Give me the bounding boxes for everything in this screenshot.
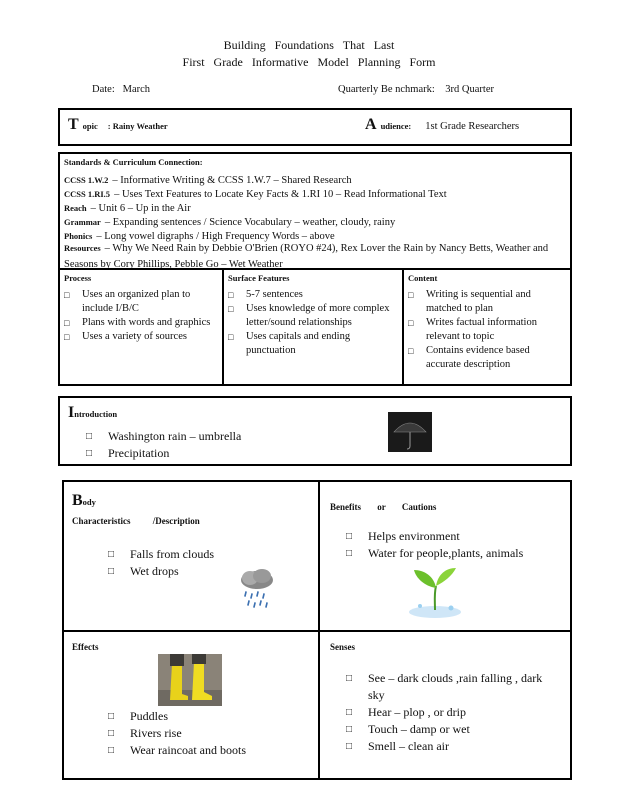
benchmark-value: 3rd Quarter [445,84,494,95]
standards-line-text: – Informative Writing & CCSS 1.W.7 – Shared Research [112,175,352,186]
list-item: □ Hear – plop , or drip [346,704,546,721]
standards-line [64,198,564,212]
standards-line-label: Resources [64,243,101,253]
list-item: □ Writes factual information relevant to topic [408,316,563,344]
standards-line-label: CCSS 1.RI.5 [64,189,111,199]
surface-box [222,268,404,386]
standards-line [64,226,564,240]
standards-lines [64,170,564,272]
list-item: □ Plans with words and graphics [64,316,214,330]
sprout-icon [406,564,464,620]
list-item: □ See – dark clouds ,rain falling , dark sky [346,670,546,704]
audience-value: 1st Grade Researchers [425,121,520,132]
topic-value: : Rainy Weather [107,121,168,131]
standards-heading: Standards & Curriculum Connection: [64,157,203,167]
list-item: □ Writing is sequential and matched to plan [408,288,563,316]
list-item: □ Washington rain – umbrella [86,428,386,445]
list-item: □ Uses capitals and ending punctuation [228,330,393,358]
standards-line-label: CCSS 1.W.2 [64,175,109,185]
introduction-heading [68,404,117,422]
content-list [408,288,563,372]
introduction-box [58,396,572,466]
standards-line-text: – Unit 6 – Up in the Air [90,203,191,214]
date-row [92,84,150,95]
body-label: ody [82,497,96,507]
standards-line [64,170,564,184]
list-item: □ Rivers rise [108,725,308,742]
body-cap: B [72,492,83,509]
list-item: □ Water for people,plants, animals [346,545,561,562]
date-label: Date: [92,84,115,95]
standards-line-label: Phonics [64,231,93,241]
standards-line-text: – Long vowel digraphs / High Frequency Words – above [96,231,335,242]
benchmark-row [338,84,494,95]
list-item: □ Falls from clouds [108,546,298,563]
standards-line-text: – Why We Need Rain by Debbie O'Brien (ROYO #24), Rex Lover the Rain by Nancy Betts, Weather and Seasons by Cory Phillips, Pebble Go – Wet Weather [64,243,549,270]
list-item: □ Smell – clean air [346,738,546,755]
process-heading: Process [64,273,92,283]
topic-cap: T [68,116,79,133]
list-item: □ Uses a variety of sources [64,330,214,344]
introduction-cap: I [68,404,75,421]
effects-heading: Effects [72,642,99,652]
list-item: □ Puddles [108,708,308,725]
standards-line [64,212,564,226]
audience-field [365,116,519,134]
benefits-heading: Benefits or Cautions [330,502,437,512]
list-item: □ Contains evidence based accurate description [408,344,563,372]
list-item: □ Uses knowledge of more complex letter/sound relationships [228,302,393,330]
page-title: Building Foundations That Last [223,38,395,52]
standards-box [58,152,572,270]
list-item: □ 5-7 sentences [228,288,393,302]
topic-box [58,108,572,146]
effects-list [108,708,308,759]
topic-field [68,116,168,134]
standards-line-label: Grammar [64,217,101,227]
benefits-list [346,528,561,562]
introduction-list [86,428,386,462]
content-box [402,268,572,386]
grid-divider-horizontal [64,630,570,632]
standards-line-text: – Expanding sentences / Science Vocabulary – weather, cloudy, rainy [104,217,396,228]
body-heading [72,492,96,510]
rain-cloud-icon [238,568,276,612]
benchmark-label: Quarterly Be nchmark: [338,84,435,95]
standards-line [64,184,564,198]
body-grid [62,480,572,780]
standards-line-text: – Uses Text Features to Locate Key Facts & 1.RI 10 – Read Informational Text [114,189,447,200]
introduction-label: ntroduction [74,409,118,419]
standards-line-label: Reach [64,203,87,213]
senses-heading: Senses [330,642,356,652]
surface-list [228,288,393,358]
body-subheading: Characteristics /Description [72,516,200,526]
page-subtitle: First Grade Informative Model Planning Form [182,55,436,69]
senses-list [346,670,546,755]
audience-cap: A [365,116,377,133]
audience-label: udience: [380,121,412,131]
process-list [64,288,214,344]
list-item: □ Precipitation [86,445,386,462]
umbrella-icon [388,412,432,452]
rain-boots-icon [158,654,222,706]
process-box [58,268,224,386]
list-item: □ Helps environment [346,528,561,545]
content-heading: Content [408,273,438,283]
date-value: March [122,84,151,95]
surface-heading: Surface Features [228,273,290,283]
list-item: □ Wet drops [108,563,298,580]
list-item: □ Touch – damp or wet [346,721,546,738]
list-item: □ Wear raincoat and boots [108,742,308,759]
topic-label: opic [82,121,98,131]
list-item: □ Uses an organized plan to include I/B/C [64,288,214,316]
